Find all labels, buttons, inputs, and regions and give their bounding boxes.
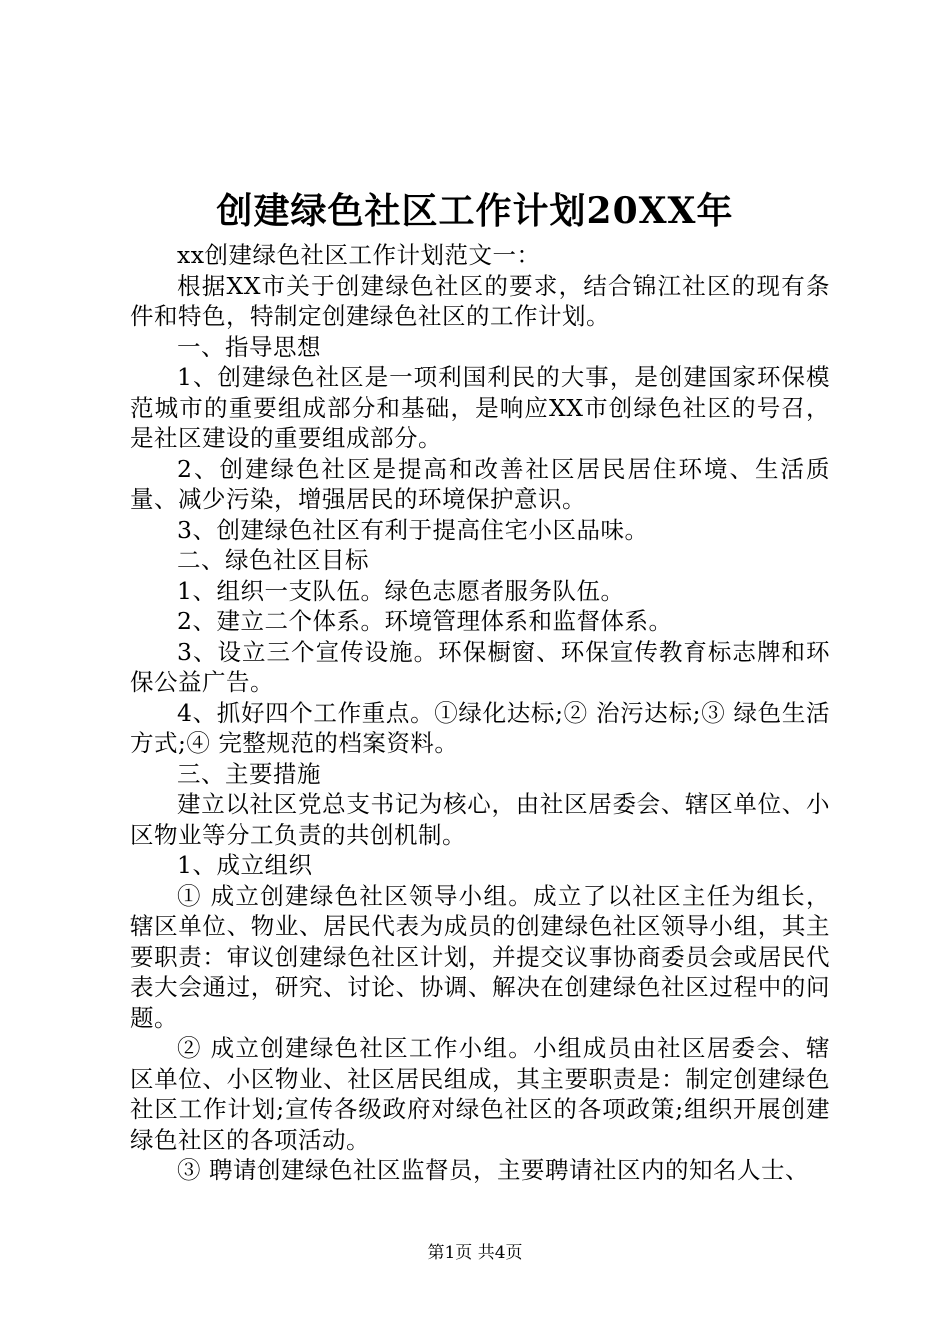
paragraph: 1、组织一支队伍。绿色志愿者服务队伍。 (177, 576, 625, 605)
subsection-heading: 1、成立组织 (177, 851, 313, 879)
paragraph: ② 成立创建绿色社区工作小组。小组成员由社区居委会、辖区单位、小区物业、社区居民组成，其主要职责是：制定创建绿色社区工作计划;宣传各级政府对绿色社区的各项政策;组织开展创建绿色社区的各项活动。 (130, 1034, 830, 1154)
page-footer: 第1页 共4页 (427, 1243, 523, 1263)
paragraph: ① 成立创建绿色社区领导小组。成立了以社区主任为组长，辖区单位、物业、居民代表为成员的创建绿色社区领导小组，其主要职责：审议创建绿色社区计划，并提交议事协商委员会或居民代表大会通过，研究、讨论、协调、解决在创建绿色社区过程中的问题。 (130, 881, 830, 1032)
paragraph: 1、创建绿色社区是一项利国利民的大事，是创建国家环保模范城市的重要组成部分和基础，是响应XX市创绿色社区的号召，是社区建设的重要组成部分。 (130, 363, 830, 452)
paragraph: 2、建立二个体系。环境管理体系和监督体系。 (177, 607, 673, 635)
paragraph: 3、设立三个宣传设施。环保橱窗、环保宣传教育标志牌和环保公益广告。 (130, 637, 830, 696)
paragraph: ③ 聘请创建绿色社区监督员，主要聘请社区内的知名人士、 (177, 1156, 809, 1184)
section-heading: 二、绿色社区目标 (177, 546, 369, 574)
section-heading: 一、指导思想 (177, 332, 321, 361)
document-body (130, 240, 830, 1186)
paragraph: 4、抓好四个工作重点。①绿化达标;② 治污达标;③ 绿色生活方式;④ 完整规范的档案资料。 (130, 698, 830, 757)
paragraph: 建立以社区党总支书记为核心，由社区居委会、辖区单位、小区物业等分工负责的共创机制。 (130, 790, 830, 849)
paragraph-intro: xx创建绿色社区工作计划范文一： (177, 241, 541, 269)
paragraph: 2、创建绿色社区是提高和改善社区居民居住环境、生活质量、减少污染，增强居民的环境保护意识。 (130, 454, 830, 513)
paragraph: 3、创建绿色社区有利于提高住宅小区品味。 (177, 515, 649, 544)
document-title: 创建绿色社区工作计划20XX年 (216, 190, 734, 232)
section-heading: 三、主要措施 (177, 759, 321, 788)
paragraph: 根据XX市关于创建绿色社区的要求，结合锦江社区的现有条件和特色，特制定创建绿色社区的工作计划。 (130, 271, 830, 330)
